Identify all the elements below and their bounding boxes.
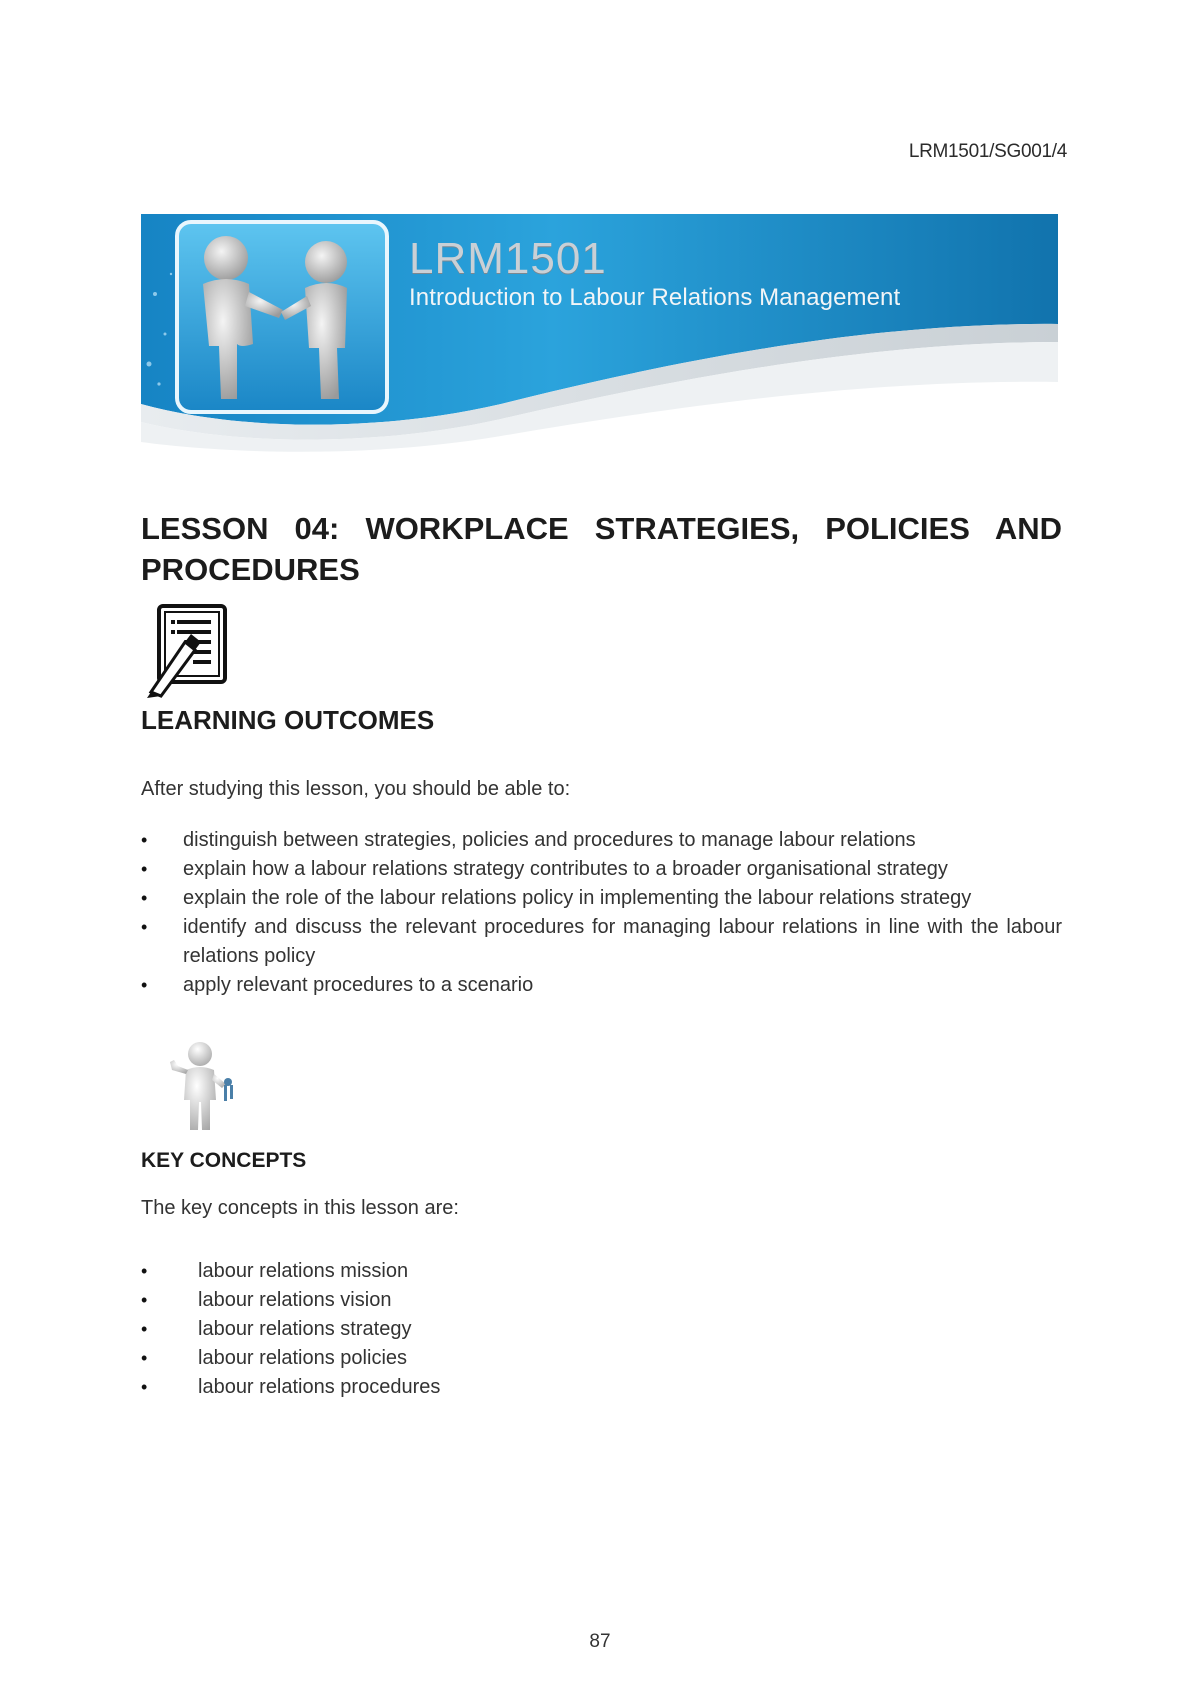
list-item: • identify and discuss the relevant procedures for managing labour relations in line with the labour relations policy (141, 913, 1062, 971)
learning-outcomes-list (141, 826, 1062, 1000)
banner-module-title: Introduction to Labour Relations Management (409, 284, 901, 311)
list-item: • explain how a labour relations strategy contributes to a broader organisational strategy (141, 855, 1062, 884)
key-concepts-list (141, 1257, 741, 1402)
list-item: • distinguish between strategies, policies and procedures to manage labour relations (141, 826, 1062, 855)
list-item: • explain the role of the labour relations policy in implementing the labour relations strategy (141, 884, 1062, 913)
key-concepts-intro: The key concepts in this lesson are: (141, 1197, 459, 1219)
page-number: 87 (589, 1631, 611, 1652)
lesson-title: LESSON 04: WORKPLACE STRATEGIES, POLICIES AND PROCEDURES (141, 511, 1062, 587)
learning-outcomes-intro: After studying this lesson, you should be able to: (141, 778, 571, 800)
list-item: • labour relations mission (141, 1257, 741, 1286)
list-item: • labour relations policies (141, 1344, 741, 1373)
list-item: • labour relations procedures (141, 1373, 741, 1402)
document-code: LRM1501/SG001/4 (908, 141, 1067, 162)
key-concepts-heading: KEY CONCEPTS (141, 1149, 307, 1172)
list-item: • labour relations strategy (141, 1315, 741, 1344)
learning-outcomes-heading: LEARNING OUTCOMES (141, 705, 435, 735)
figure-with-keys-icon (166, 1040, 240, 1136)
document-pencil-icon (145, 602, 233, 698)
banner-module-code: LRM1501 (409, 234, 607, 283)
list-item: • labour relations vision (141, 1286, 741, 1315)
list-item: • apply relevant procedures to a scenario (141, 971, 1062, 1000)
module-banner (141, 214, 1058, 454)
